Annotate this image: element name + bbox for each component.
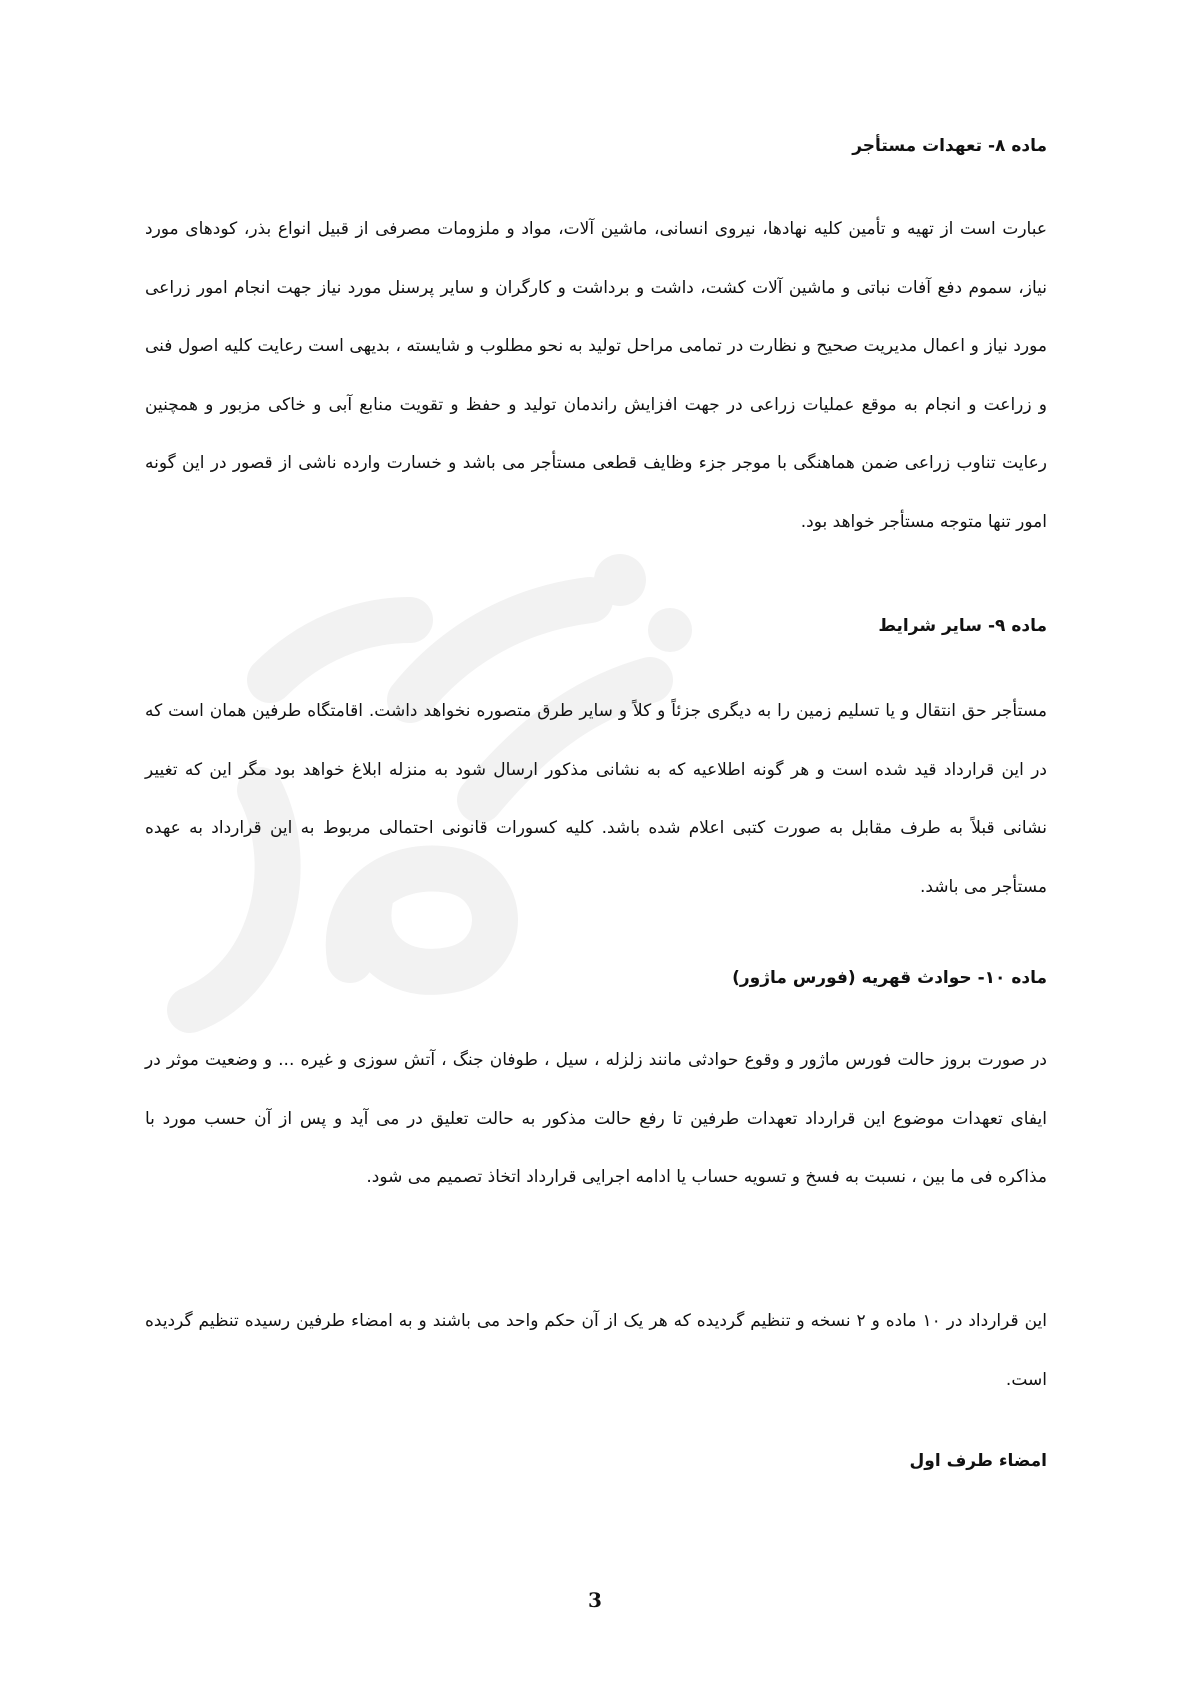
article-8-body: عبارت است از تهیه و تأمین کلیه نهادها، نیروی انسانی، ماشین آلات، مواد و ملزومات مصرفی از قبیل انواع بذر، کودهای مورد نیاز، سموم دفع آفات نباتی و ماشین آلات کشت، داشت و برداشت و کارگران و سایر پرسنل مورد نیاز جهت انجام امور زراعی مورد نیاز و اعمال مدیریت صحیح و نظارت در تمامی مراحل تولید به نحو مطلوب و شایسته ، بدیهی است رعایت کلیه اصول فنی و زراعت و انجام به موقع عملیات زراعی در جهت افزایش راندمان تولید و حفظ و تقویت منابع آبی و خاکی مزبور و همچنین رعایت تناوب زراعی ضمن هماهنگی با موجر جزء وظایف قطعی مستأجر می باشد و خسارت وارده ناشی از قصور در این گونه امور تنها متوجه مستأجر خواهد بود. <box>145 219 1047 532</box>
page-number: 3 <box>588 1588 602 1612</box>
article-10-heading: ماده ۱۰- حوادث قهریه (فورس ماژور) <box>732 968 1047 988</box>
article-10-body: در صورت بروز حالت فورس ماژور و وقوع حوادثی مانند زلزله ، سیل ، طوفان جنگ ، آتش سوزی و غیره ... و وضعیت موثر در ایفای تعهدات موضوع این قرارداد تعهدات طرفین تا رفع حالت مذکور به حالت تعلیق در می آید و پس از آن حسب مورد با مذاکره فی ما بین ، نسبت به فسخ و تسویه حساب یا ادامه اجرایی قرارداد اتخاذ تصمیم می شود. <box>145 1050 1047 1187</box>
article-8-heading: ماده ۸- تعهدات مستأجر <box>852 136 1047 156</box>
closing-paragraph: این قرارداد در ۱۰ ماده و ۲ نسخه و تنظیم گردیده که هر یک از آن حکم واحد می باشند و به امضاء طرفین رسیده تنظیم گردیده است. <box>145 1311 1047 1390</box>
article-9-body: مستأجر حق انتقال و یا تسلیم زمین را به دیگری جزئاً و کلاً و سایر طرق متصوره نخواهد داشت. اقامتگاه طرفین همان است که در این قرارداد قید شده است و هر گونه اطلاعیه که به نشانی مذکور ارسال شود به منزله ابلاغ خواهد بود مگر این که تغییر نشانی قبلاً به طرف مقابل به صورت کتبی اعلام شده باشد. کلیه کسورات قانونی احتمالی مربوط به این قرارداد به عهده مستأجر می باشد. <box>145 701 1047 897</box>
article-9-heading: ماده ۹- سایر شرایط <box>878 616 1047 636</box>
signature-label: امضاء طرف اول <box>909 1451 1047 1471</box>
document-page <box>145 0 1047 1684</box>
